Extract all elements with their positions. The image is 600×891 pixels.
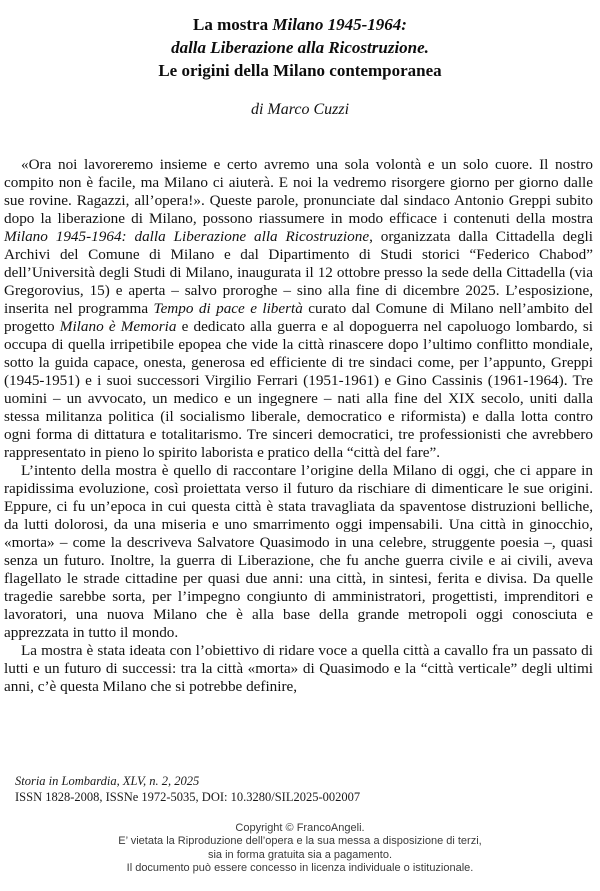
title-line-1 <box>0 13 600 36</box>
copyright-line-1: Copyright © FrancoAngeli. <box>235 822 365 834</box>
paragraph-1 <box>4 156 593 462</box>
title-line-3 <box>0 59 600 82</box>
article-title <box>0 13 600 82</box>
title-line-1-italic: Milano 1945-1964: <box>272 15 407 34</box>
journal-title-line: Storia in Lombardia, XLV, n. 2, 2025 <box>15 774 200 788</box>
title-line-1-roman: La mostra <box>193 15 273 34</box>
paragraph-2 <box>4 462 593 642</box>
paragraph-3 <box>4 642 593 696</box>
copyright-line-4: Il documento può essere concesso in licenza individuale o istituzionale. <box>126 861 474 874</box>
p2-seg-1: L’intento della mostra è quello di raccontare l’origine della Milano di oggi, che ci appare in rapidissima evoluzione, così proiettata verso il futuro da rischiare di dimenticare le sue origini. Eppure, ci fu un’epoca in cui questa città è stata travagliata da spaventose distruzioni belliche, da lutti dolorosi, da una miseria e uno smarrimento oggi impensabili. Una città in ginocchio, «morta» – come la descriveva Salvatore Quasimodo in una celebre, struggente poesia –, quasi senza un futuro. Inoltre, la guerra di Liberazione, che fu anche guerra civile e ai civili, aveva flagellato le strade cittadine per quasi due anni: una città, in sintesi, ferita e divisa. Da quelle tragedie sarebbe sorta, per l’impegno congiunto di amministratori, progettisti, imprenditori e lavoratori, una nuova Milano che è alla base della grande metropoli oggi conosciuta e apprezzata in tutto il mondo. <box>4 462 593 641</box>
copyright-line-3: sia in forma gratuita sia a pagamento. <box>207 848 393 861</box>
title-line-2-italic: dalla Liberazione alla Ricostruzione. <box>171 38 429 57</box>
article-body <box>4 156 593 696</box>
p1-seg-3: , organizzata dalla Cittadella degli Archivi del Comune di Milano e dal Dipartimento di Studi storici “Federico Chabod” dell’Università degli Studi di Milano, inaugurata il 12 ottobre presso la sede della Cittadella (via Gregorovius, 15) e aperta – salvo proroghe – sino alla fine di dicembre 2025. L’esposizione, inserita nel programma <box>4 228 594 317</box>
p1-seg-5: curato dal Comune di Milano nell’ambito del progetto <box>4 300 593 335</box>
title-line-3-roman: Le origini della Milano contemporanea <box>158 61 442 80</box>
copyright-line-2: E’ vietata la Riproduzione dell’opera e la sua messa a disposizione di terzi, <box>118 835 482 848</box>
issn-doi-line: ISSN 1828-2008, ISSNe 1972-5035, DOI: 10.3280/SIL2025-002007 <box>15 789 361 804</box>
p1-seg-2-exhibition-title: Milano 1945-1964: dalla Liberazione alla Ricostruzione <box>4 228 370 245</box>
p1-seg-7: e dedicato alla guerra e al dopoguerra nel capoluogo lombardo, si occupa di quella irripetibile epopea che vide la città rinascere dopo l’ultimo conflitto mondiale, sotto la guida capace, onesta, generosa ed efficiente di tre sindaci come, per l’appunto, Greppi (1945-1951) e i suoi successori Virgilio Ferrari (1951-1961) e Gino Cassinis (1961-1964). Tre uomini – un avvocato, un medico e un ingegnere – nati alla fine del XIX secolo, uniti dalla stessa militanza politica (il socialismo liberale, democratico e riformista) e dalla lotta contro ogni forma di dittatura e totalitarismo. Tre sinceri democratici, tre professionisti che avrebbero rappresentato in pieno lo spirito laborista e pratico della “città del fare”. <box>4 318 594 461</box>
title-line-2 <box>0 36 600 59</box>
author-byline: di Marco Cuzzi <box>250 101 350 118</box>
p1-seg-6-project-title: Milano è Memoria <box>59 318 177 335</box>
copyright-notice <box>0 822 600 875</box>
journal-reference <box>15 774 585 805</box>
p3-seg-1: La mostra è stata ideata con l’obiettivo di ridare voce a quella città a cavallo fra un passato di lutti e un futuro di successi: tra la città «morta» di Quasimodo e la “città verticale” degli ultimi anni, c’è questa Milano che si potrebbe definire, <box>4 642 593 695</box>
p1-seg-4-program-title: Tempo di pace e libertà <box>153 300 303 317</box>
p1-seg-1: «Ora noi lavoreremo insieme e certo avremo una sola volontà e un solo cuore. Il nostro compito non è facile, ma Milano ci aiuterà. E noi la vedremo risorgere giorno per giorno dalle sue rovine. Ragazzi, all’opera!». Queste parole, pronunciate dal sindaco Antonio Greppi subito dopo la liberazione di Milano, possono riassumere in modo efficace i contenuti della mostra <box>4 156 593 227</box>
